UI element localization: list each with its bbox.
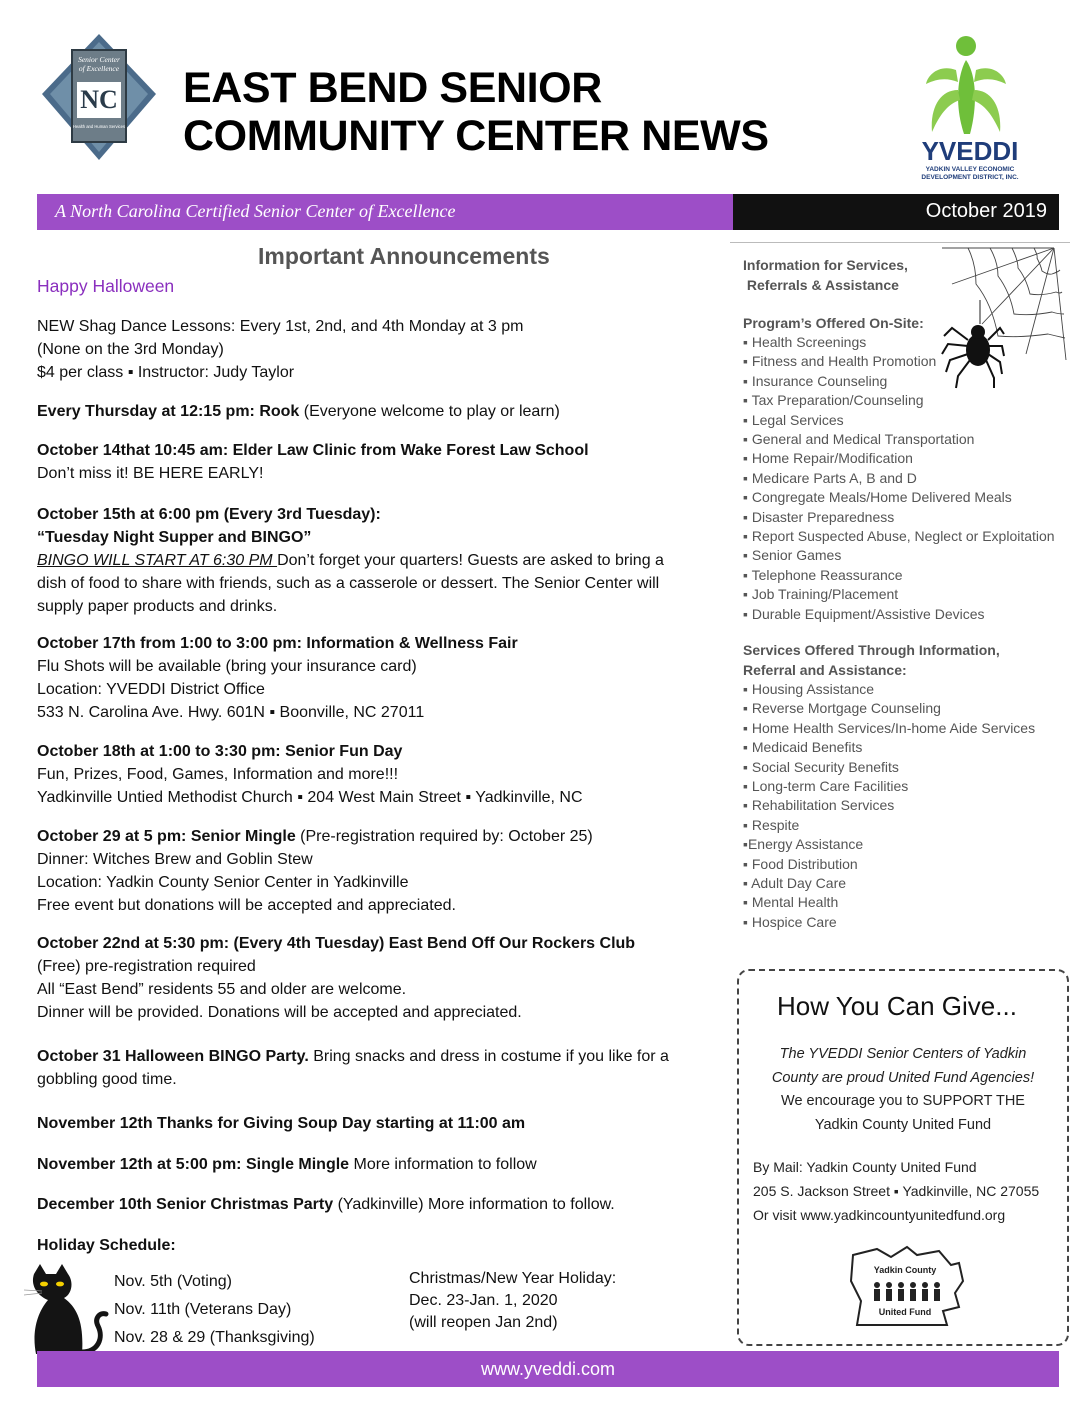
- list-item: ▪ Housing Assistance: [743, 681, 875, 697]
- christmas-holiday-line: Dec. 23-Jan. 1, 2020: [409, 1292, 558, 1309]
- give-heading: How You Can Give...: [777, 991, 1017, 1021]
- elder-law-announcement: [37, 439, 717, 485]
- list-item: ▪ Tax Preparation/Counseling: [743, 392, 924, 409]
- list-item: ▪ Disaster Preparedness: [743, 508, 895, 525]
- bingo-party-detail: Bring snacks and dress in costume if you like for a gobbling good time.: [37, 1048, 669, 1088]
- fair-line-3: Location: YVEDDI District Office: [37, 681, 265, 698]
- fun-day-announcement: [37, 740, 717, 809]
- list-item: ▪ Health Screenings: [743, 334, 867, 350]
- fair-line-4: 533 N. Carolina Ave. Hwy. 601N ▪ Boonville, NC 27011: [37, 704, 425, 721]
- rockers-heading: October 22nd at 5:30 pm: (Every 4th Tuesday) East Bend Off Our Rockers Club: [37, 935, 636, 952]
- svg-text:NC: NC: [80, 85, 118, 114]
- united-fund-website[interactable]: Or visit www.yadkincountyunitedfund.org: [753, 1207, 1006, 1223]
- rockers-line-4: Dinner will be provided. Donations will be accepted and appreciated.: [37, 1004, 522, 1021]
- fair-heading: October 17th from 1:00 to 3:00 pm: Information & Wellness Fair: [37, 635, 518, 652]
- svg-text:Yadkin County: Yadkin County: [873, 1265, 937, 1275]
- newsletter-title: [183, 64, 769, 160]
- svg-text:Senior Center: Senior Center: [78, 55, 120, 64]
- list-item: ▪ Mental Health: [743, 894, 839, 911]
- list-item: ▪ Home Repair/Modification: [743, 450, 913, 467]
- give-mailing-info: By Mail: Yadkin County United Fund 205 S. Jackson Street ▪ Yadkinville, NC 27055 Or visit www.yadkincountyunitedfund.org: [753, 1155, 1039, 1227]
- list-item: ▪ Job Training/Placement: [743, 586, 899, 603]
- list-item: ▪ Respite: [743, 816, 800, 833]
- info-services-heading: Information for Services, Referrals & Assistance: [743, 257, 908, 293]
- rockers-line-2: (Free) pre-registration required: [37, 958, 256, 975]
- senior-mingle-announcement: [37, 825, 717, 917]
- list-item: ▪ Durable Equipment/Assistive Devices: [743, 605, 985, 622]
- mingle-line-3: Location: Yadkin County Senior Center in Yadkinville: [37, 874, 409, 891]
- programs-heading: Program’s Offered On-Site:: [743, 315, 924, 331]
- holiday-item: Nov. 11th (Veterans Day): [114, 1301, 292, 1318]
- services-section: [743, 640, 1035, 932]
- svg-text:DEVELOPMENT DISTRICT, INC.: DEVELOPMENT DISTRICT, INC.: [921, 174, 1019, 181]
- list-item: ▪ General and Medical Transportation: [743, 431, 975, 448]
- single-mingle-announcement: [37, 1153, 717, 1176]
- soup-day-heading: November 12th Thanks for Giving Soup Day starting at 11:00 am: [37, 1115, 526, 1132]
- shag-line-3: $4 per class ▪ Instructor: Judy Taylor: [37, 364, 295, 381]
- announcements-heading: Important Announcements: [258, 243, 550, 269]
- supper-heading-2: “Tuesday Night Supper and BINGO”: [37, 529, 312, 546]
- holiday-item: Nov. 5th (Voting): [114, 1273, 232, 1290]
- fair-line-2: Flu Shots will be available (bring your insurance card): [37, 658, 417, 675]
- shag-line-2: (None on the 3rd Monday): [37, 341, 224, 358]
- christmas-party-heading: December 10th Senior Christmas Party: [37, 1196, 334, 1213]
- list-item: ▪ Legal Services: [743, 411, 844, 428]
- list-item: ▪ Reverse Mortgage Counseling: [743, 700, 941, 717]
- list-item: ▪ Report Suspected Abuse, Neglect or Exploitation: [743, 528, 1055, 545]
- fun-day-line-3: Yadkinville Untied Methodist Church ▪ 204 West Main Street ▪ Yadkinville, NC: [37, 789, 583, 806]
- fun-day-line-2: Fun, Prizes, Food, Games, Information and more!!!: [37, 766, 399, 783]
- senior-center-excellence-badge: [40, 32, 158, 162]
- svg-text:United Fund: United Fund: [878, 1307, 932, 1317]
- list-item: ▪ Social Security Benefits: [743, 758, 899, 775]
- list-item: ▪ Hospice Care: [743, 913, 837, 930]
- list-item: ▪ Adult Day Care: [743, 875, 847, 892]
- supper-bingo-announcement: [37, 503, 717, 618]
- yadkin-united-fund-logo: [847, 1241, 967, 1331]
- supper-detail: Don’t forget your quarters! Guests are asked to bring a dish of food to share with friends, such as a casserole or dessert. The Senior Center will supply paper products and drinks.: [37, 552, 664, 615]
- tagline-bar: [37, 194, 733, 230]
- footer-website-link[interactable]: www.yveddi.com: [480, 1359, 616, 1379]
- bingo-party-announcement: [37, 1045, 717, 1091]
- list-item: ▪ Senior Games: [743, 547, 842, 564]
- footer-bar: [37, 1351, 1059, 1387]
- mingle-heading: October 29 at 5 pm: Senior Mingle: [37, 828, 296, 845]
- rook-announcement: [37, 400, 717, 423]
- holiday-schedule-heading-wrap: [37, 1234, 717, 1257]
- svg-text:YVEDDI: YVEDDI: [921, 136, 1019, 166]
- mingle-detail: (Pre-registration required by: October 25): [295, 828, 593, 845]
- bingo-party-heading: October 31 Halloween BINGO Party.: [37, 1048, 309, 1065]
- list-item: ▪ Long-term Care Facilities: [743, 778, 909, 795]
- issue-date: October 2019: [925, 200, 1047, 222]
- christmas-holiday-line: Christmas/New Year Holiday:: [409, 1270, 617, 1287]
- christmas-holiday-block: [409, 1268, 616, 1334]
- svg-text:Health and Human Services: Health and Human Services: [72, 124, 126, 129]
- list-item: ▪Energy Assistance: [743, 836, 864, 853]
- black-cat-icon: [18, 1264, 114, 1356]
- list-item: ▪ Medicaid Benefits: [743, 739, 863, 756]
- rockers-club-announcement: [37, 932, 717, 1024]
- bingo-start-time: BINGO WILL START AT 6:30 PM: [37, 552, 278, 569]
- single-mingle-detail: More information to follow: [349, 1156, 537, 1173]
- holiday-item: Nov. 28 & 29 (Thanksgiving): [114, 1329, 315, 1346]
- title-line-2: COMMUNITY CENTER NEWS: [183, 112, 769, 160]
- svg-text:of Excellence: of Excellence: [78, 64, 120, 73]
- christmas-party-detail: (Yadkinville) More information to follow.: [333, 1196, 615, 1213]
- happy-halloween: Happy Halloween: [37, 276, 175, 296]
- date-bar: [733, 194, 1059, 230]
- spider-icon: [940, 300, 1006, 390]
- supper-heading-1: October 15th at 6:00 pm (Every 3rd Tuesday):: [37, 506, 381, 523]
- rook-detail: (Everyone welcome to play or learn): [299, 403, 560, 420]
- rook-heading: Every Thursday at 12:15 pm: Rook: [37, 403, 300, 420]
- yveddi-logo: [888, 34, 1058, 184]
- how-you-can-give-box: [737, 969, 1069, 1346]
- list-item: ▪ Food Distribution: [743, 855, 858, 872]
- services-heading-2: Referral and Assistance:: [743, 662, 907, 678]
- title-line-1: EAST BEND SENIOR: [183, 64, 602, 112]
- services-list: [743, 680, 1035, 932]
- tagline: A North Carolina Certified Senior Center of Excellence: [55, 201, 456, 221]
- elder-law-detail: Don’t miss it! BE HERE EARLY!: [37, 465, 264, 482]
- holiday-list: [114, 1268, 315, 1352]
- fun-day-heading: October 18th at 1:00 to 3:30 pm: Senior Fun Day: [37, 743, 403, 760]
- mingle-line-4: Free event but donations will be accepted and appreciated.: [37, 897, 456, 914]
- list-item: ▪ Home Health Services/In-home Aide Services: [743, 719, 1036, 736]
- svg-text:YADKIN VALLEY ECONOMIC: YADKIN VALLEY ECONOMIC: [925, 166, 1015, 173]
- list-item: ▪ Rehabilitation Services: [743, 797, 895, 814]
- christmas-party-announcement: [37, 1193, 717, 1216]
- mingle-line-2: Dinner: Witches Brew and Goblin Stew: [37, 851, 313, 868]
- list-item: ▪ Fitness and Health Promotion: [743, 353, 937, 370]
- services-heading-1: Services Offered Through Information,: [743, 642, 1000, 658]
- list-item: ▪ Congregate Meals/Home Delivered Meals: [743, 489, 1012, 506]
- elder-law-heading: October 14that 10:45 am: Elder Law Clinic from Wake Forest Law School: [37, 442, 589, 459]
- single-mingle-heading: November 12th at 5:00 pm: Single Mingle: [37, 1156, 350, 1173]
- header-band: [37, 194, 1059, 230]
- give-description: The YVEDDI Senior Centers of Yadkin County are proud United Fund Agencies! We encourage you to SUPPORT THE Yadkin County United Fund: [771, 1046, 1035, 1133]
- christmas-holiday-line: (will reopen Jan 2nd): [409, 1314, 558, 1331]
- wellness-fair-announcement: [37, 632, 717, 724]
- soup-day-announcement: [37, 1112, 717, 1135]
- shag-line-1: NEW Shag Dance Lessons: Every 1st, 2nd, and 4th Monday at 3 pm: [37, 318, 524, 335]
- programs-list: [743, 333, 1055, 624]
- list-item: ▪ Telephone Reassurance: [743, 566, 903, 583]
- rockers-line-3: All “East Bend” residents 55 and older are welcome.: [37, 981, 407, 998]
- list-item: ▪ Medicare Parts A, B and D: [743, 469, 917, 486]
- holiday-schedule-heading: Holiday Schedule:: [37, 1237, 176, 1254]
- shag-dance-announcement: [37, 315, 717, 384]
- list-item: ▪ Insurance Counseling: [743, 372, 888, 389]
